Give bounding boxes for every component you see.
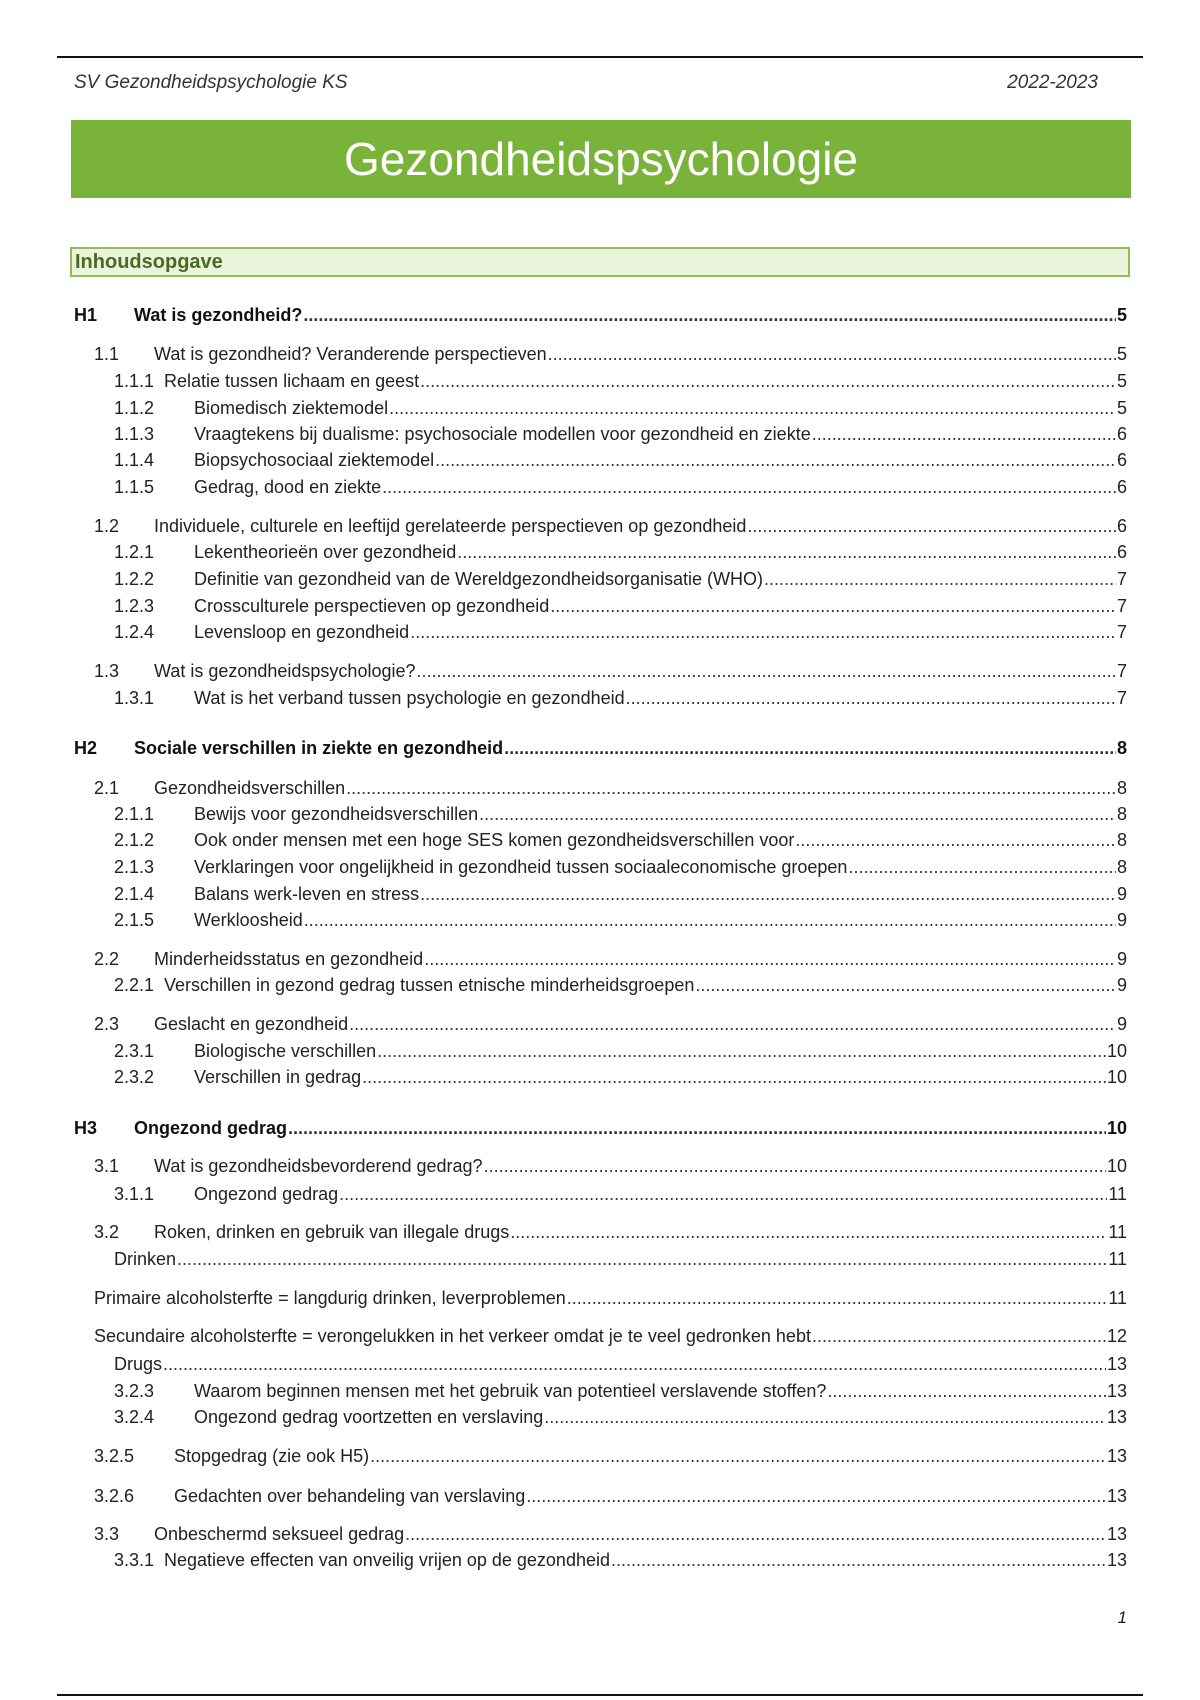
toc-entry-number: 2.2	[94, 949, 120, 969]
toc-entry	[114, 829, 1127, 853]
toc-entry-page: 9	[1116, 1014, 1127, 1034]
toc-entry-title: Levensloop en gezondheid	[194, 622, 410, 642]
toc-entry-page: 8	[1116, 804, 1127, 824]
toc-entry-page: 10	[1106, 1156, 1127, 1176]
toc-entry-page: 8	[1116, 778, 1127, 798]
toc-chapter-entry	[74, 1117, 1127, 1141]
toc-leader-dots	[504, 737, 1116, 759]
toc-entry-number: 3.2.4	[114, 1407, 155, 1427]
toc-entry	[114, 595, 1127, 619]
toc-leader-dots	[827, 1380, 1106, 1402]
toc-entry-page: 6	[1116, 542, 1127, 562]
toc-entry-number: 1.2.4	[114, 622, 155, 642]
toc-entry-page: 5	[1116, 371, 1127, 391]
toc-entry-page: 7	[1116, 596, 1127, 616]
toc-entry	[114, 1248, 1127, 1272]
toc-entry-title: Gedrag, dood en ziekte	[194, 477, 382, 497]
toc-entry-number: 1.2.3	[114, 596, 155, 616]
toc-entry-page: 10	[1106, 1041, 1127, 1061]
toc-entry-title: Definitie van gezondheid van de Wereldgezondheidsorganisatie (WHO)	[194, 569, 763, 589]
toc-leader-dots	[510, 1221, 1107, 1243]
toc-entry	[114, 1406, 1127, 1430]
toc-entry-title: Sociale verschillen in ziekte en gezondheid	[134, 738, 504, 758]
toc-entry	[114, 1040, 1127, 1064]
toc-leader-dots	[544, 1406, 1106, 1428]
toc-entry-number: H2	[74, 738, 98, 758]
toc-entry-number: 3.2.6	[94, 1486, 135, 1506]
toc-entry	[94, 1445, 1127, 1469]
toc-entry	[114, 1066, 1127, 1090]
toc-entry-page: 9	[1116, 975, 1127, 995]
toc-entry	[114, 423, 1127, 447]
toc-entry-title: Waarom beginnen mensen met het gebruik van potentieel verslavende stoffen?	[194, 1381, 827, 1401]
toc-entry-title: Wat is gezondheidspsychologie?	[154, 661, 416, 681]
toc-entry-title: Lekentheorieën over gezondheid	[194, 542, 457, 562]
toc-entry-page: 6	[1116, 477, 1127, 497]
toc-leader-dots	[410, 621, 1116, 643]
course-header: SV Gezondheidspsychologie KS	[74, 72, 348, 93]
toc-entry-title: Balans werk-leven en stress	[194, 884, 420, 904]
toc-entry-page: 11	[1108, 1222, 1127, 1242]
toc-leader-dots	[304, 909, 1116, 931]
bottom-rule	[57, 1694, 1143, 1696]
toc-entry-title: Minderheidsstatus en gezondheid	[154, 949, 424, 969]
toc-entry-page: 13	[1106, 1550, 1127, 1570]
toc-leader-dots	[550, 595, 1116, 617]
toc-entry-number: 2.3.1	[114, 1041, 155, 1061]
toc-entry-page: 13	[1106, 1381, 1127, 1401]
toc-entry-title: Drugs	[114, 1354, 163, 1374]
toc-leader-dots	[548, 343, 1116, 365]
toc-entry-page: 11	[1108, 1184, 1127, 1204]
toc-entry-page: 5	[1116, 305, 1127, 325]
toc-entry-page: 5	[1116, 398, 1127, 418]
toc-entry-title: Wat is gezondheid?	[134, 305, 303, 325]
toc-entry-page: 9	[1116, 884, 1127, 904]
toc-entry	[114, 541, 1127, 565]
toc-entry-page: 6	[1116, 516, 1127, 536]
toc-entry-number: 3.3.1	[114, 1550, 155, 1570]
toc-leader-dots	[417, 660, 1116, 682]
toc-leader-dots	[611, 1549, 1106, 1571]
toc-leader-dots	[812, 423, 1116, 445]
toc-entry-page: 6	[1116, 424, 1127, 444]
toc-entry	[94, 948, 1127, 972]
toc-leader-dots	[339, 1183, 1107, 1205]
toc-entry-title: Verschillen in gedrag	[194, 1067, 362, 1087]
toc-entry-title: Relatie tussen lichaam en geest	[164, 371, 420, 391]
toc-entry-page: 5	[1116, 344, 1127, 364]
toc-entry-page: 13	[1106, 1446, 1127, 1466]
toc-entry	[94, 1155, 1127, 1179]
toc-entry-title: Biomedisch ziektemodel	[194, 398, 389, 418]
toc-entry-number: 1.1.5	[114, 477, 155, 497]
toc-entry	[94, 1523, 1127, 1547]
toc-leader-dots	[382, 476, 1116, 498]
toc-entry-title: Wat is gezondheidsbevorderend gedrag?	[154, 1156, 483, 1176]
toc-entry-number: 1.1.3	[114, 424, 155, 444]
toc-entry-title: Biologische verschillen	[194, 1041, 377, 1061]
toc-entry-title: Wat is het verband tussen psychologie en gezondheid	[194, 688, 625, 708]
toc-entry-title: Werkloosheid	[194, 910, 303, 930]
toc-entry	[114, 621, 1127, 645]
toc-entry	[94, 1013, 1127, 1037]
toc-leader-dots	[526, 1485, 1106, 1507]
toc-entry	[114, 687, 1127, 711]
toc-entry	[114, 974, 1127, 998]
toc-chapter-entry	[74, 737, 1127, 761]
toc-leader-dots	[626, 687, 1116, 709]
toc-entry-number: 1.2	[94, 516, 120, 536]
toc-entry	[114, 1380, 1127, 1404]
toc-leader-dots	[795, 829, 1116, 851]
toc-entry-title: Individuele, culturele en leeftijd gerelateerde perspectieven op gezondheid	[154, 516, 747, 536]
toc-entry-number: 3.3	[94, 1524, 120, 1544]
toc-entry-page: 6	[1116, 450, 1127, 470]
toc-entry-number: 2.1.5	[114, 910, 155, 930]
toc-entry-title: Primaire alcoholsterfte = langdurig drinken, leverproblemen	[94, 1288, 566, 1308]
toc-entry	[114, 370, 1127, 394]
toc-entry-page: 13	[1106, 1524, 1127, 1544]
toc-leader-dots	[420, 883, 1116, 905]
toc-entry-page: 8	[1116, 857, 1127, 877]
toc-entry-page: 10	[1106, 1067, 1127, 1087]
toc-entry-title: Onbeschermd seksueel gedrag	[154, 1524, 405, 1544]
toc-leader-dots	[457, 541, 1116, 563]
toc-entry	[94, 515, 1127, 539]
toc-entry-number: 2.3	[94, 1014, 120, 1034]
toc-entry-number: 3.2.3	[114, 1381, 155, 1401]
toc-entry-page: 8	[1116, 830, 1127, 850]
toc-entry-page: 11	[1108, 1288, 1127, 1308]
toc-entry	[94, 777, 1127, 801]
toc-leader-dots	[424, 948, 1116, 970]
toc-entry-number: 1.3.1	[114, 688, 155, 708]
toc-leader-dots	[420, 370, 1116, 392]
toc-entry	[114, 449, 1127, 473]
toc-entry-number: 1.1.1	[114, 371, 155, 391]
toc-entry-title: Vraagtekens bij dualisme: psychosociale modellen voor gezondheid en ziekte	[194, 424, 811, 444]
toc-leader-dots	[303, 304, 1116, 326]
toc-entry	[114, 803, 1127, 827]
toc-entry	[114, 397, 1127, 421]
toc-entry	[114, 1549, 1127, 1573]
toc-entry-number: 2.1.4	[114, 884, 155, 904]
toc-entry-page: 9	[1116, 910, 1127, 930]
toc-entry-title: Bewijs voor gezondheidsverschillen	[194, 804, 479, 824]
page-number: 1	[1117, 1608, 1127, 1627]
toc-entry	[94, 660, 1127, 684]
toc-leader-dots	[377, 1040, 1106, 1062]
toc-leader-dots	[484, 1155, 1106, 1177]
toc-entry	[114, 883, 1127, 907]
toc-entry-number: 1.1	[94, 344, 120, 364]
toc-entry	[94, 343, 1127, 367]
toc-entry-number: 1.2.1	[114, 542, 155, 562]
toc-entry	[114, 476, 1127, 500]
year-header: 2022-2023	[1007, 72, 1098, 93]
toc-entry-page: 13	[1106, 1486, 1127, 1506]
toc-entry	[114, 909, 1127, 933]
toc-entry-title: Verklaringen voor ongelijkheid in gezondheid tussen sociaaleconomische groepen	[194, 857, 848, 877]
toc-leader-dots	[177, 1248, 1107, 1270]
toc-entry-title: Biopsychosociaal ziektemodel	[194, 450, 435, 470]
toc-entry-number: H3	[74, 1118, 98, 1138]
toc-leader-dots	[848, 856, 1116, 878]
toc-entry-number: 3.1.1	[114, 1184, 155, 1204]
toc-entry-title: Roken, drinken en gebruik van illegale drugs	[154, 1222, 510, 1242]
toc-entry	[114, 568, 1127, 592]
toc-entry-page: 7	[1116, 569, 1127, 589]
document-title: Gezondheidspsychologie	[71, 120, 1131, 198]
toc-leader-dots	[695, 974, 1116, 996]
toc-leader-dots	[349, 1013, 1116, 1035]
toc-entry-page: 12	[1106, 1326, 1127, 1346]
toc-entry-number: 2.3.2	[114, 1067, 155, 1087]
toc-entry-title: Wat is gezondheid? Veranderende perspectieven	[154, 344, 547, 364]
toc-leader-dots	[812, 1325, 1106, 1347]
toc-entry-title: Negatieve effecten van onveilig vrijen op de gezondheid	[164, 1550, 610, 1570]
toc-entry-page: 7	[1116, 688, 1127, 708]
toc-entry-number: H1	[74, 305, 98, 325]
toc-entry-title: Ook onder mensen met een hoge SES komen gezondheidsverschillen voor	[194, 830, 795, 850]
toc-entry-number: 2.1.1	[114, 804, 155, 824]
toc-entry-page: 7	[1116, 622, 1127, 642]
toc-leader-dots	[288, 1117, 1106, 1139]
toc-leader-dots	[362, 1066, 1106, 1088]
toc-entry-number: 1.1.2	[114, 398, 155, 418]
toc-leader-dots	[389, 397, 1116, 419]
toc-entry	[94, 1287, 1127, 1311]
toc-entry	[94, 1325, 1127, 1349]
toc-leader-dots	[346, 777, 1116, 799]
toc-leader-dots	[405, 1523, 1106, 1545]
toc-leader-dots	[479, 803, 1116, 825]
toc-entry	[114, 1183, 1127, 1207]
toc-entry-page: 13	[1106, 1354, 1127, 1374]
toc-entry-title: Secundaire alcoholsterfte = verongelukken in het verkeer omdat je te veel gedronken hebt	[94, 1326, 811, 1346]
toc-entry-number: 3.2	[94, 1222, 120, 1242]
toc-leader-dots	[567, 1287, 1108, 1309]
toc-entry-page: 9	[1116, 949, 1127, 969]
toc-entry-page: 8	[1116, 738, 1127, 758]
toc-entry	[94, 1221, 1127, 1245]
top-rule	[57, 56, 1143, 58]
toc-entry-title: Gedachten over behandeling van verslaving	[174, 1486, 526, 1506]
toc-entry-page: 13	[1106, 1407, 1127, 1427]
toc-leader-dots	[370, 1445, 1106, 1467]
toc-entry-title: Ongezond gedrag	[134, 1118, 287, 1138]
toc-entry-number: 1.1.4	[114, 450, 155, 470]
toc-entry-number: 1.2.2	[114, 569, 155, 589]
toc-entry-page: 11	[1108, 1249, 1127, 1269]
toc-entry-title: Drinken	[114, 1249, 177, 1269]
toc-entry-number: 3.2.5	[94, 1446, 135, 1466]
toc-entry-title: Crossculturele perspectieven op gezondheid	[194, 596, 550, 616]
toc-entry-number: 2.1	[94, 778, 120, 798]
toc-entry-number: 2.1.2	[114, 830, 155, 850]
toc-entry-page: 10	[1106, 1118, 1127, 1138]
toc-entry-number: 2.1.3	[114, 857, 155, 877]
toc-heading: Inhoudsopgave	[70, 247, 1130, 277]
toc-entry-title: Ongezond gedrag voortzetten en verslaving	[194, 1407, 544, 1427]
toc-entry-title: Stopgedrag (zie ook H5)	[174, 1446, 370, 1466]
toc-entry-title: Verschillen in gezond gedrag tussen etnische minderheidsgroepen	[164, 975, 695, 995]
toc-entry-number: 1.3	[94, 661, 120, 681]
toc-leader-dots	[435, 449, 1116, 471]
toc-entry	[94, 1485, 1127, 1509]
toc-leader-dots	[747, 515, 1116, 537]
toc-entry-number: 3.1	[94, 1156, 120, 1176]
toc-entry	[114, 856, 1127, 880]
toc-entry-page: 7	[1116, 661, 1127, 681]
toc-leader-dots	[163, 1353, 1106, 1375]
toc-leader-dots	[764, 568, 1116, 590]
toc-entry-title: Ongezond gedrag	[194, 1184, 339, 1204]
toc-entry-number: 2.2.1	[114, 975, 155, 995]
toc-entry-title: Geslacht en gezondheid	[154, 1014, 349, 1034]
toc-entry	[114, 1353, 1127, 1377]
toc-chapter-entry	[74, 304, 1127, 328]
toc-entry-title: Gezondheidsverschillen	[154, 778, 346, 798]
